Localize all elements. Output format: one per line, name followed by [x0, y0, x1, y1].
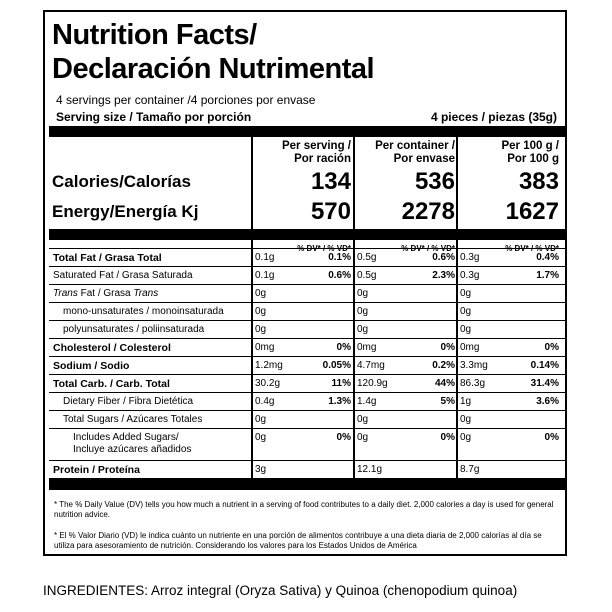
row-divider — [49, 392, 565, 393]
nutrient-amount: 30.2g — [255, 378, 281, 389]
nutrient-amount: 0g — [255, 432, 267, 443]
nutrient-amount: 0.1g — [255, 252, 275, 263]
nutrient-label: Total Carb. / Carb. Total — [53, 378, 170, 390]
nutrient-amount: 4.7mg — [357, 360, 385, 371]
column-divider-3 — [456, 126, 458, 490]
ingredients: INGREDIENTES: Arroz integral (Oryza Sativa) y Quinoa (chenopodium quinoa) — [43, 583, 518, 598]
nutrient-daily-value: 0.6% — [328, 270, 351, 281]
nutrient-amount: 0mg — [357, 342, 377, 353]
nutrient-amount: 0g — [460, 324, 472, 335]
nutrient-daily-value: 44% — [434, 378, 455, 389]
row-divider — [49, 410, 565, 411]
row-divider — [49, 460, 565, 461]
energy-per-serving: 570 — [310, 198, 351, 225]
nutrient-daily-value: 0% — [440, 432, 455, 443]
nutrient-amount: 0.5g — [357, 270, 377, 281]
nutrient-amount: 0.1g — [255, 270, 275, 281]
nutrient-label: Trans Fat / Grasa Trans — [53, 288, 159, 299]
row-divider — [49, 428, 565, 429]
nutrient-label: Saturated Fat / Grasa Saturada — [53, 270, 193, 281]
nutrient-amount: 0.5g — [357, 252, 377, 263]
serving-size-label: Serving size / Tamaño por porción — [56, 110, 252, 124]
nutrient-amount: 0g — [255, 324, 267, 335]
nutrient-daily-value: 1.7% — [536, 270, 559, 281]
nutrient-daily-value: 0.05% — [322, 360, 351, 371]
row-divider — [49, 356, 565, 357]
calories-label: Calories/Calorías — [52, 172, 191, 191]
row-divider — [49, 302, 565, 303]
nutrient-daily-value: 0.6% — [432, 252, 455, 263]
nutrient-daily-value: 0% — [544, 342, 559, 353]
nutrient-amount: 1.4g — [357, 396, 377, 407]
nutrition-facts-label — [43, 10, 567, 556]
column-header-per-100g: Per 100 g / Por 100 g — [501, 140, 559, 165]
column-header-per-container: Per container / Por envase — [375, 140, 455, 165]
thick-divider-middle — [49, 229, 565, 240]
nutrient-amount: 1g — [460, 396, 472, 407]
row-divider — [49, 338, 565, 339]
nutrient-label: mono-unsaturates / monoinsaturada — [63, 306, 224, 317]
serving-size-value: 4 pieces / piezas (35g) — [430, 110, 557, 124]
nutrient-amount: 0g — [460, 432, 472, 443]
nutrient-daily-value: 0.4% — [536, 252, 559, 263]
nutrient-label: Dietary Fiber / Fibra Dietética — [63, 396, 194, 407]
nutrient-amount: 12.1g — [357, 464, 383, 475]
servings-per-container: 4 servings per container /4 porciones por envase — [56, 93, 316, 107]
nutrient-amount: 0.3g — [460, 252, 480, 263]
nutrient-daily-value: 0% — [440, 342, 455, 353]
calories-per-serving: 134 — [310, 168, 351, 195]
row-divider — [49, 284, 565, 285]
footnote-spanish: * El % Valor Diario (VD) le indica cuánto un nutriente en una porción de alimentos contribuye a una dieta diaria de 2,000 calorías al día se utiliza para asesoramiento de nutrición. Considerando los valores para los Estados Unidos de América — [54, 531, 542, 550]
row-divider — [49, 374, 565, 375]
nutrient-amount: 0.3g — [460, 270, 480, 281]
nutrient-amount: 0mg — [460, 342, 480, 353]
nutrient-daily-value: 0.1% — [328, 252, 351, 263]
nutrient-amount: 3g — [255, 464, 267, 475]
nutrient-daily-value: 3.6% — [536, 396, 559, 407]
nutrient-amount: 0g — [460, 288, 472, 299]
footnote-english: * The % Daily Value (DV) tells you how much a nutrient in a serving of food contributes to a daily diet. 2,000 calories a day is used for general nutrition advice. — [54, 500, 554, 519]
nutrient-label: Includes Added Sugars/ Incluye azúcares añadidos — [73, 432, 192, 455]
nutrient-label: Cholesterol / Colesterol — [53, 342, 171, 354]
nutrient-daily-value: 0.2% — [432, 360, 455, 371]
nutrient-daily-value: 31.4% — [530, 378, 559, 389]
row-divider — [49, 248, 565, 249]
column-divider-2 — [353, 126, 355, 490]
nutrient-amount: 0g — [255, 306, 267, 317]
row-divider — [49, 320, 565, 321]
nutrient-label: Protein / Proteína — [53, 464, 140, 476]
calories-per-container: 536 — [414, 168, 455, 195]
nutrient-label: Sodium / Sodio — [53, 360, 130, 372]
column-header-per-serving: Per serving / Por ración — [281, 140, 351, 165]
nutrient-amount: 1.2mg — [255, 360, 283, 371]
nutrient-daily-value: 0% — [336, 342, 351, 353]
nutrient-label: Total Fat / Grasa Total — [53, 252, 162, 264]
nutrient-amount: 0g — [357, 288, 369, 299]
energy-label: Energy/Energía Kj — [52, 202, 199, 221]
nutrient-daily-value: 5% — [440, 396, 455, 407]
title-line-2: Declaración Nutrimental — [52, 53, 375, 85]
nutrient-amount: 0g — [357, 306, 369, 317]
nutrient-amount: 120.9g — [357, 378, 388, 389]
nutrient-amount: 0g — [255, 288, 267, 299]
calories-per-100g: 383 — [518, 168, 559, 195]
nutrient-amount: 0.4g — [255, 396, 275, 407]
nutrient-daily-value: 0.14% — [530, 360, 559, 371]
nutrient-daily-value: 11% — [331, 378, 351, 389]
row-divider — [49, 266, 565, 267]
nutrient-amount: 3.3mg — [460, 360, 488, 371]
nutrient-amount: 0g — [357, 414, 369, 425]
column-divider-1 — [251, 126, 253, 490]
nutrient-daily-value: 2.3% — [432, 270, 455, 281]
title-line-1: Nutrition Facts/ — [52, 19, 257, 51]
nutrient-label: polyunsaturates / poliinsaturada — [63, 324, 205, 335]
energy-per-container: 2278 — [401, 198, 455, 225]
nutrient-amount: 0g — [460, 306, 472, 317]
nutrient-amount: 86.3g — [460, 378, 486, 389]
thick-divider-bottom — [49, 478, 565, 490]
nutrient-daily-value: 0% — [544, 432, 559, 443]
nutrient-daily-value: 0% — [336, 432, 351, 443]
nutrient-amount: 0g — [255, 414, 267, 425]
nutrient-amount: 0g — [460, 414, 472, 425]
nutrient-amount: 0mg — [255, 342, 275, 353]
nutrient-daily-value: 1.3% — [328, 396, 351, 407]
nutrient-amount: 0g — [357, 324, 369, 335]
nutrient-amount: 8.7g — [460, 464, 480, 475]
energy-per-100g: 1627 — [505, 198, 559, 225]
thick-divider-top — [49, 126, 565, 137]
nutrient-label: Total Sugars / Azúcares Totales — [63, 414, 203, 425]
nutrient-amount: 0g — [357, 432, 369, 443]
